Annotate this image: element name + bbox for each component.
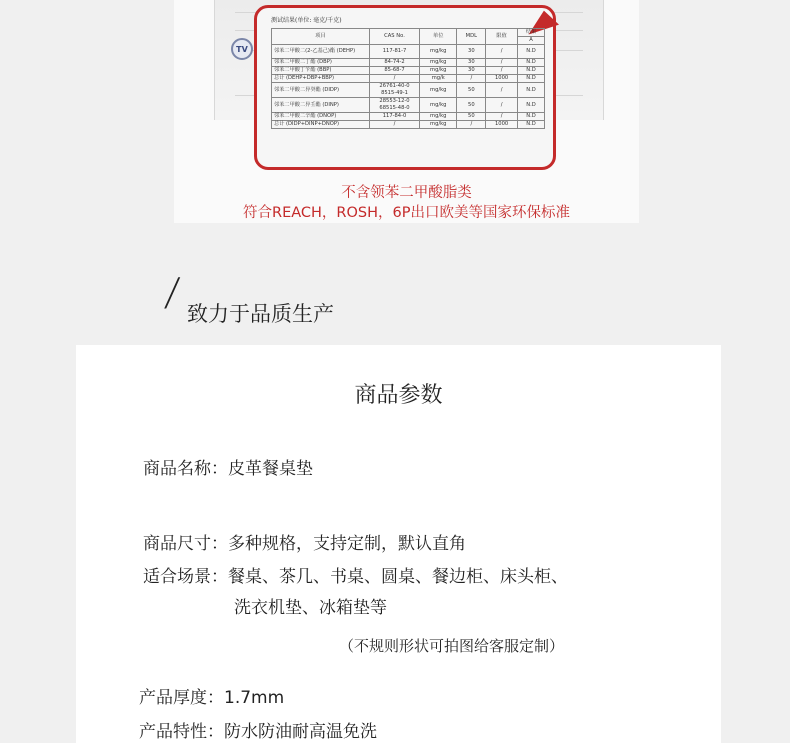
param-size-value: 多种规格，支持定制，默认直角: [228, 534, 466, 554]
param-scene-row: [143, 562, 568, 587]
cell-unit: mg/kg: [420, 59, 457, 67]
param-scene-value-line1: 餐桌、茶几、书桌、圆桌、餐边柜、床头柜、: [228, 567, 568, 587]
table-row: [272, 121, 545, 129]
col-cas: CAS No.: [370, 29, 420, 45]
cell-unit: mg/kg: [420, 67, 457, 75]
table-row: [272, 59, 545, 67]
cell-limit: 1000: [486, 121, 518, 129]
param-size-row: [143, 529, 466, 554]
table-header-row: [272, 29, 545, 37]
cell-unit: mg/k: [420, 75, 457, 83]
cell-limit: /: [486, 59, 518, 67]
cell-cas: 117-81-7: [370, 45, 420, 59]
param-thickness-value: 1.7mm: [224, 688, 285, 708]
param-feature-row: [139, 717, 377, 742]
cell-result: N.D: [518, 45, 545, 59]
section-title: 致力于品质生产: [187, 302, 334, 326]
certification-logo: TV: [231, 38, 253, 60]
cell-mdl: 30: [457, 67, 486, 75]
cell-mdl: 50: [457, 83, 486, 98]
cell-cas: 84-74-2: [370, 59, 420, 67]
highlight-bubble: [254, 5, 556, 170]
cell-unit: mg/kg: [420, 45, 457, 59]
cell-result: N.D: [518, 59, 545, 67]
col-result: 结果: [518, 29, 545, 37]
compliance-note: 符合REACH，ROSH，6P出口欧美等国家环保标准: [243, 205, 570, 221]
col-result-sub: A: [518, 37, 545, 45]
cell-item: 邻苯二甲酸二丁酯 (DBP): [272, 59, 370, 67]
param-scene-label: 适合场景：: [143, 567, 228, 587]
cell-mdl: /: [457, 121, 486, 129]
cell-cas: /: [370, 75, 420, 83]
col-item: 项目: [272, 29, 370, 45]
test-report-image: [174, 0, 639, 223]
cell-limit: /: [486, 113, 518, 121]
cell-item: 邻苯二甲酸二(2-乙基己)酯 (DEHP): [272, 45, 370, 59]
param-name-label: 商品名称：: [143, 459, 228, 479]
cell-result: N.D: [518, 121, 545, 129]
cell-item: 总计 (DIDP+DINP+DNOP): [272, 121, 370, 129]
cell-result: N.D: [518, 98, 545, 113]
table-row: [272, 67, 545, 75]
cell-mdl: 50: [457, 98, 486, 113]
cell-limit: /: [486, 45, 518, 59]
params-title: 商品参数: [354, 383, 443, 408]
cell-cas: 117-84-0: [370, 113, 420, 121]
table-row: [272, 98, 545, 113]
table-row: [272, 83, 545, 98]
heading-slash-decoration: /: [162, 270, 182, 314]
phthalate-free-note: 不含领苯二甲酸脂类: [341, 185, 472, 201]
cell-cas: 26761-40-0 8515-49-1: [370, 83, 420, 98]
test-results-table: [271, 28, 545, 129]
test-result-header: 测试结果(单位: 毫克/千克): [271, 17, 342, 24]
cell-mdl: 30: [457, 45, 486, 59]
cell-mdl: 30: [457, 59, 486, 67]
cell-item: 邻苯二甲酸二异癸酯 (DIDP): [272, 83, 370, 98]
table-row: [272, 45, 545, 59]
param-name-row: [143, 454, 313, 479]
cell-limit: /: [486, 67, 518, 75]
cell-mdl: /: [457, 75, 486, 83]
cell-item: 邻苯二甲酸二辛酯 (DNOP): [272, 113, 370, 121]
param-scene-continuation: [234, 593, 387, 618]
cell-unit: mg/kg: [420, 98, 457, 113]
cell-limit: /: [486, 83, 518, 98]
param-feature-value: 防水防油耐高温免洗: [224, 722, 377, 742]
cell-item: 邻苯二甲酸丁苄酯 (BBP): [272, 67, 370, 75]
cell-unit: mg/kg: [420, 113, 457, 121]
cell-limit: 1000: [486, 75, 518, 83]
col-unit: 单位: [420, 29, 457, 45]
cell-cas: /: [370, 121, 420, 129]
param-thickness-row: [139, 683, 284, 708]
table-row: [272, 75, 545, 83]
cell-result: N.D: [518, 83, 545, 98]
cell-cas: 85-68-7: [370, 67, 420, 75]
param-scene-value-line2: 洗衣机垫、冰箱垫等: [234, 598, 387, 618]
param-name-value: 皮革餐桌垫: [228, 459, 313, 479]
cell-result: N.D: [518, 75, 545, 83]
product-params-card: [76, 345, 721, 743]
param-size-label: 商品尺寸：: [143, 534, 228, 554]
custom-shape-note: （不规则形状可拍图给客服定制）: [339, 637, 565, 655]
cell-unit: mg/kg: [420, 121, 457, 129]
cell-result: N.D: [518, 113, 545, 121]
table-row: [272, 113, 545, 121]
param-thickness-label: 产品厚度：: [139, 688, 224, 708]
cell-result: N.D: [518, 67, 545, 75]
col-mdl: MDL: [457, 29, 486, 45]
cell-item: 邻苯二甲酸二异壬酯 (DINP): [272, 98, 370, 113]
cell-limit: /: [486, 98, 518, 113]
cell-cas: 28553-12-0 68515-48-0: [370, 98, 420, 113]
cell-item: 总计 (DEHP+DBP+BBP): [272, 75, 370, 83]
cell-unit: mg/kg: [420, 83, 457, 98]
cell-mdl: 50: [457, 113, 486, 121]
col-limit: 限值: [486, 29, 518, 45]
param-feature-label: 产品特性：: [139, 722, 224, 742]
